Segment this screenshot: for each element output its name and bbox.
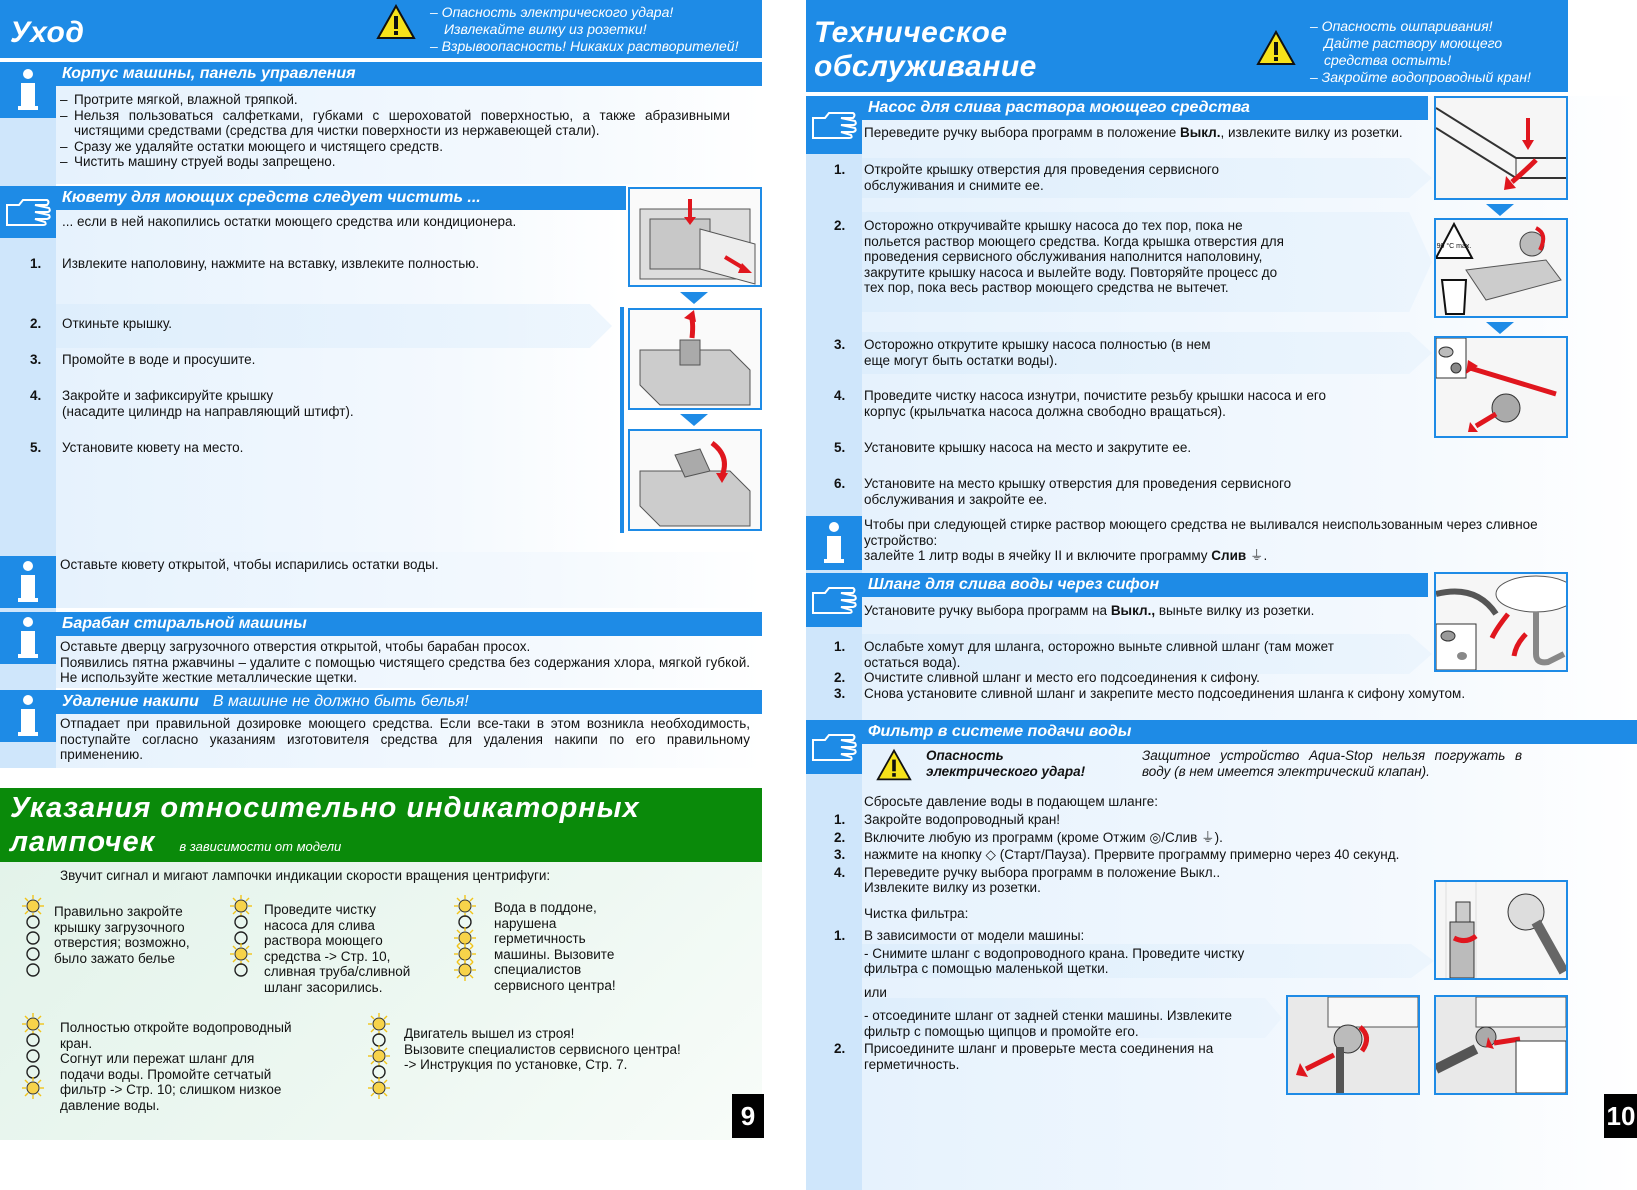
- pump-illustration-1: [1434, 96, 1568, 200]
- pliers-filter-drawing: [1436, 997, 1566, 1093]
- lamp-lit-icon: [230, 898, 252, 914]
- filter-illustration-1: [1434, 880, 1568, 980]
- maintenance-warnings: [1256, 18, 1531, 86]
- tap-filter-drawing: [1436, 882, 1566, 978]
- care-title: Уход: [10, 16, 85, 49]
- lamp-description-line: Двигатель вышел из строя!: [404, 1026, 575, 1041]
- step-bracket-line: [620, 307, 624, 533]
- care-warnings: [376, 4, 738, 55]
- lamp-description-line: давление воды.: [60, 1097, 160, 1113]
- lamp-description-line: машины. Вызовите: [494, 946, 615, 962]
- step-number: 4.: [834, 864, 846, 880]
- pump-illustration-3: [1434, 336, 1568, 438]
- lamp-lit-icon: [22, 898, 44, 914]
- filter-warning: [876, 748, 1576, 782]
- lamp-description-line: насоса для слива: [264, 917, 375, 933]
- indicator-title-line1: Указания относительно индикаторных: [10, 792, 640, 824]
- lamp-description-line: Правильно закройте: [54, 904, 183, 919]
- lamp-description: [404, 1026, 724, 1073]
- filter-warning-title: Опасность электрического удара!: [926, 748, 1086, 779]
- maintenance-title: Техническое обслуживание: [814, 16, 1037, 83]
- step-text: Закройте водопроводный кран!: [864, 812, 1061, 827]
- bullet-item: – Сразу же удаляйте остатки моющего и чистящего средств.: [60, 138, 443, 154]
- info-icon: [16, 560, 40, 604]
- lamp-description-line: было зажато белье: [54, 950, 176, 966]
- dispenser-step-2: 2. Откиньте крышку.: [30, 316, 173, 331]
- hand-icon-box: [806, 720, 862, 774]
- hand-icon-box: [806, 573, 862, 627]
- lamp-description-line: Вызовите специалистов сервисного центра!: [404, 1041, 681, 1057]
- filter-clean-intro: Чистка фильтра:: [864, 906, 969, 921]
- bullet-item: – Протрите мягкой, влажной тряпкой.: [60, 92, 298, 107]
- lamp-lit-icon: [368, 1080, 390, 1096]
- siphon-step-2: 2. Очистите сливной шланг и место его подсоединения к сифону.: [834, 670, 1260, 685]
- lamp-description-line: Полностью откройте водопроводный: [60, 1020, 292, 1035]
- page-10: [814, 0, 1637, 1190]
- dispenser-step-4: 4. Закройте и зафиксируйте крышку (насадите цилиндр на направляющий штифт).: [30, 388, 354, 419]
- step-number: 2.: [834, 1041, 846, 1056]
- section-dispenser-bg: [56, 186, 622, 552]
- warning-line: средства остыть!: [1324, 52, 1452, 68]
- siphon-step-3: 3. Снова установите сливной шланг и закрепите место подсоединения шланга к сифону хомутом.: [834, 686, 1466, 701]
- warning-line: – Опасность ошпаривания!: [1310, 18, 1493, 34]
- lamp-description-line: Вода в поддоне,: [494, 900, 597, 915]
- section-heading-drum: Барабан стиральной машины: [56, 612, 762, 636]
- lamp-description-line: раствора моющего: [264, 933, 383, 948]
- hand-pointer-icon: [811, 585, 857, 615]
- dispenser-illustration-1: [628, 187, 762, 287]
- page-number: 9: [732, 1094, 764, 1138]
- hand-pointer-icon: [811, 110, 857, 140]
- warning-icon: [376, 4, 416, 40]
- lamp-description-line: Согнут или пережат шланг для: [60, 1051, 255, 1066]
- warning-line: Извлекайте вилку из розетки!: [444, 21, 647, 37]
- remove-pump-cap-drawing: [1436, 338, 1566, 436]
- step-number: 3.: [834, 847, 846, 862]
- info-icon: [822, 521, 846, 565]
- warning-icon: [1256, 30, 1296, 66]
- dispenser-step-5: 5. Установите кювету на место.: [30, 440, 244, 455]
- section-heading-body: Корпус машины, панель управления: [56, 62, 762, 86]
- warning-line: – Закройте водопроводный кран!: [1310, 69, 1531, 85]
- step-text: или: [864, 984, 887, 1000]
- rear-hose-drawing: [1288, 997, 1418, 1093]
- step-text: нажмите на кнопку ◇ (Старт/Пауза). Прервите программу примерно через 40 секунд.: [864, 847, 1400, 862]
- info-icon: [16, 694, 40, 738]
- lamp-off-icon: [22, 962, 44, 978]
- info-icon-box: [806, 516, 862, 570]
- hand-pointer-icon: [5, 197, 51, 227]
- step-text: Присоедините шланг и проверьте места соединения на герметичность.: [864, 1041, 1214, 1072]
- lift-cover-drawing: [630, 310, 760, 408]
- dispenser-intro: ... если в ней накопились остатки моющего средства или кондиционера.: [62, 214, 517, 229]
- step-number: [826, 979, 864, 1007]
- info-icon: [16, 616, 40, 660]
- step-number: [826, 946, 864, 977]
- drawer-pull-drawing: [630, 189, 760, 285]
- lamp-description-line: крышку загрузочного: [54, 919, 185, 935]
- step-text: Включите любую из программ (кроме Отжим ◎/Слив ⏚).: [864, 829, 1223, 845]
- filter-illustration-3: [1434, 995, 1568, 1095]
- lamp-description-line: кран.: [60, 1035, 93, 1051]
- dispenser-step-3: 3. Промойте в воде и просушите.: [30, 352, 256, 367]
- lamp-description-line: подачи воды. Промойте сетчатый: [60, 1066, 272, 1082]
- lamp-lit-icon: [454, 962, 476, 978]
- drain-water-drawing: [1436, 220, 1566, 316]
- down-arrow-icon: [680, 414, 708, 426]
- pump-step-1: 1. Откройте крышку отверстия для проведения сервисного обслуживания и снимите ее.: [834, 162, 1220, 193]
- lamp-description: [264, 902, 444, 995]
- step-number: [826, 1008, 864, 1039]
- step-text: Переведите ручку выбора программ в положение Выкл.. Извлеките вилку из розетки.: [864, 864, 1221, 895]
- page-number: 10: [1604, 1094, 1637, 1138]
- clean-step: [826, 928, 1276, 944]
- filter-clean-steps: [826, 928, 1276, 1074]
- bullet-item: – Нельзя пользоваться салфетками, губками с шероховатой поверхностью, а также абразивными чистящими средствами (средства для чистки поверхности из нержавеющей стали).: [60, 107, 730, 138]
- step-text: - отсоедините шланг от задней стенки машины. Извлеките фильтр с помощью щипцов и промойте его.: [864, 1008, 1233, 1039]
- indicator-title-line2: лампочек в зависимости от модели: [10, 826, 342, 858]
- dispenser-illustration-3: [628, 429, 762, 531]
- insert-cover-drawing: [630, 431, 760, 529]
- dispenser-note: Оставьте кювету открытой, чтобы испарились остатки воды.: [60, 557, 439, 572]
- drum-text: Оставьте дверцу загрузочного отверстия открытой, чтобы барабан просох. Появились пятна ржавчины – удалите с помощью чистящего средства без содержания хлора, мягкой губкой. Не используйте жесткие металлические щетки.: [60, 639, 750, 685]
- siphon-intro: Установите ручку выбора программ на Выкл., выньте вилку из розетки.: [864, 603, 1315, 618]
- lamp-off-icon: [22, 946, 44, 962]
- step-text: - Снимите шланг с водопроводного крана. Проведите чистку фильтра с помощью маленькой щетки.: [864, 945, 1245, 976]
- lamp-description-line: фильтр -> Стр. 10; слишком низкое: [60, 1082, 282, 1097]
- reset-step: [826, 847, 1566, 863]
- lamp-description-line: -> Инструкция по установке, Стр. 7.: [404, 1057, 628, 1072]
- dispenser-step-1: 1. Извлеките наполовину, нажмите на вставку, извлеките полностью.: [30, 256, 480, 271]
- info-icon-box: [0, 556, 56, 608]
- lamp-off-icon: [22, 930, 44, 946]
- step-number: 1.: [834, 928, 846, 943]
- lamp-lit-icon: [368, 1048, 390, 1064]
- warning-line: – Взрывоопасность! Никаких растворителей!: [430, 38, 739, 54]
- lamp-description-line: отверстия; возможно,: [54, 935, 190, 950]
- lamp-description: [60, 1020, 340, 1113]
- warning-line: Дайте раствору моющего: [1324, 35, 1503, 51]
- down-arrow-icon: [1486, 204, 1514, 216]
- section-heading-pump: Насос для слива раствора моющего средства: [862, 96, 1428, 120]
- filter-reset-intro: Сбросьте давление воды в подающем шланге:: [864, 794, 1158, 809]
- lamp-description-line: сливная труба/сливной: [264, 964, 411, 979]
- hand-icon-box: [806, 96, 862, 154]
- descale-text: Отпадает при правильной дозировке моющего средства. Если все-таки в этом возникла необходимость, поступайте согласно указаниям изготовителя средства для удаления накипи по его правильному применению.: [60, 716, 750, 762]
- reset-step: [826, 830, 1566, 846]
- lamp-column: [368, 1016, 390, 1096]
- step-number: 2.: [834, 829, 846, 845]
- warning-line: – Опасность электрического удара!: [430, 4, 674, 20]
- down-arrow-icon: [1486, 322, 1514, 334]
- pump-step-4: 4. Проведите чистку насоса изнутри, почистите резьбу крышки насоса и его корпус (крыльчатка насоса должна свободно вращаться).: [834, 388, 1326, 419]
- lamp-off-icon: [22, 1048, 44, 1064]
- lamp-lit-icon: [454, 898, 476, 914]
- pump-note: Чтобы при следующей стирке раствор моющего средства не выливался неиспользованным через сливное устройство: залейте 1 литр воды в ячейку II и включите программу Слив ⏚.: [864, 517, 1538, 563]
- section-heading-filter: Фильтр в системе подачи воды: [862, 720, 1637, 744]
- pump-step-6: 6. Установите на место крышку отверстия для проведения сервисного обслуживания и закройте ее.: [834, 476, 1292, 507]
- lamp-lit-icon: [22, 1080, 44, 1096]
- service-cover-drawing: [1436, 98, 1566, 198]
- page-9: [0, 0, 800, 1190]
- section-heading-siphon: Шланг для слива воды через сифон: [862, 573, 1428, 597]
- lamp-column: [454, 898, 476, 978]
- pump-intro: Переведите ручку выбора программ в положение Выкл., извлеките вилку из розетки.: [864, 125, 1403, 140]
- hand-icon-box: [0, 186, 56, 238]
- lamp-description: [54, 904, 224, 966]
- lamp-lit-icon: [22, 1016, 44, 1032]
- lamp-description-line: нарушена: [494, 915, 557, 931]
- info-icon: [16, 68, 40, 112]
- lamp-lit-icon: [230, 946, 252, 962]
- lamp-description-line: Проведите чистку: [264, 902, 376, 917]
- lamp-description-line: герметичность: [494, 931, 586, 946]
- info-icon-box: [0, 612, 56, 664]
- filter-warning-text: Защитное устройство Aqua-Stop нельзя погружать в воду (в нем имеется электрический клапан).: [1142, 748, 1522, 779]
- lamp-lit-icon: [368, 1016, 390, 1032]
- siphon-step-1: 1. Ослабьте хомут для шланга, осторожно выньте сливной шланг (там может остаться вода).: [834, 639, 1334, 670]
- step-number: 1.: [834, 812, 846, 827]
- section-heading-dispenser: Кювету для моющих средств следует чистить ...: [56, 186, 626, 210]
- lamp-column: [22, 1016, 44, 1096]
- filter-illustration-2: [1286, 995, 1420, 1095]
- dispenser-illustration-2: [628, 308, 762, 410]
- reset-step: [826, 812, 1566, 828]
- lamp-description-line: специалистов: [494, 962, 582, 977]
- hand-pointer-icon: [811, 732, 857, 762]
- bullet-item: – Чистить машину струей воды запрещено.: [60, 154, 336, 169]
- body-bullets: [60, 92, 730, 170]
- lamp-description: [494, 900, 654, 993]
- down-arrow-icon: [680, 292, 708, 304]
- pump-step-3: 3. Осторожно открутите крышку насоса полностью (в нем еще могут быть остатки воды).: [834, 337, 1211, 368]
- clean-step: [826, 1041, 1276, 1072]
- lamp-description-line: сервисного центра!: [494, 977, 616, 993]
- pump-step-5: 5. Установите крышку насоса на место и закрутите ее.: [834, 440, 1192, 455]
- indicator-intro: Звучит сигнал и мигают лампочки индикации скорости вращения центрифуги:: [60, 868, 551, 883]
- temp-label: 90 °C max.: [1436, 243, 1472, 250]
- clean-step: [826, 946, 1276, 977]
- pump-step-2: 2. Осторожно откручивайте крышку насоса до тех пор, пока не польется раствор моющего средства. Когда крышка отверстия для проведения сервисного обслуживания наполнится наполовину, закрутите крышку насоса и вылейте воду. Повторяйте процесс до тех пор, пока весь раствор моющего средства не вытечет.: [834, 218, 1284, 295]
- step-text: В зависимости от модели машины:: [864, 928, 1085, 943]
- siphon-illustration: [1434, 572, 1568, 672]
- section-heading-descale: Удаление накипи В машине не должно быть белья!: [56, 690, 762, 714]
- pump-illustration-2: [1434, 218, 1568, 318]
- lamp-column: [230, 898, 252, 978]
- warning-icon: [876, 748, 912, 782]
- clean-step: [826, 1008, 1276, 1039]
- lamp-column: [22, 898, 44, 978]
- info-icon-box: [0, 62, 56, 118]
- info-icon-box: [0, 690, 56, 742]
- siphon-hose-drawing: [1436, 574, 1566, 670]
- clean-step: [826, 979, 1276, 1007]
- lamp-description-line: средства -> Стр. 10,: [264, 948, 391, 964]
- lamp-description-line: шланг засорились.: [264, 979, 383, 995]
